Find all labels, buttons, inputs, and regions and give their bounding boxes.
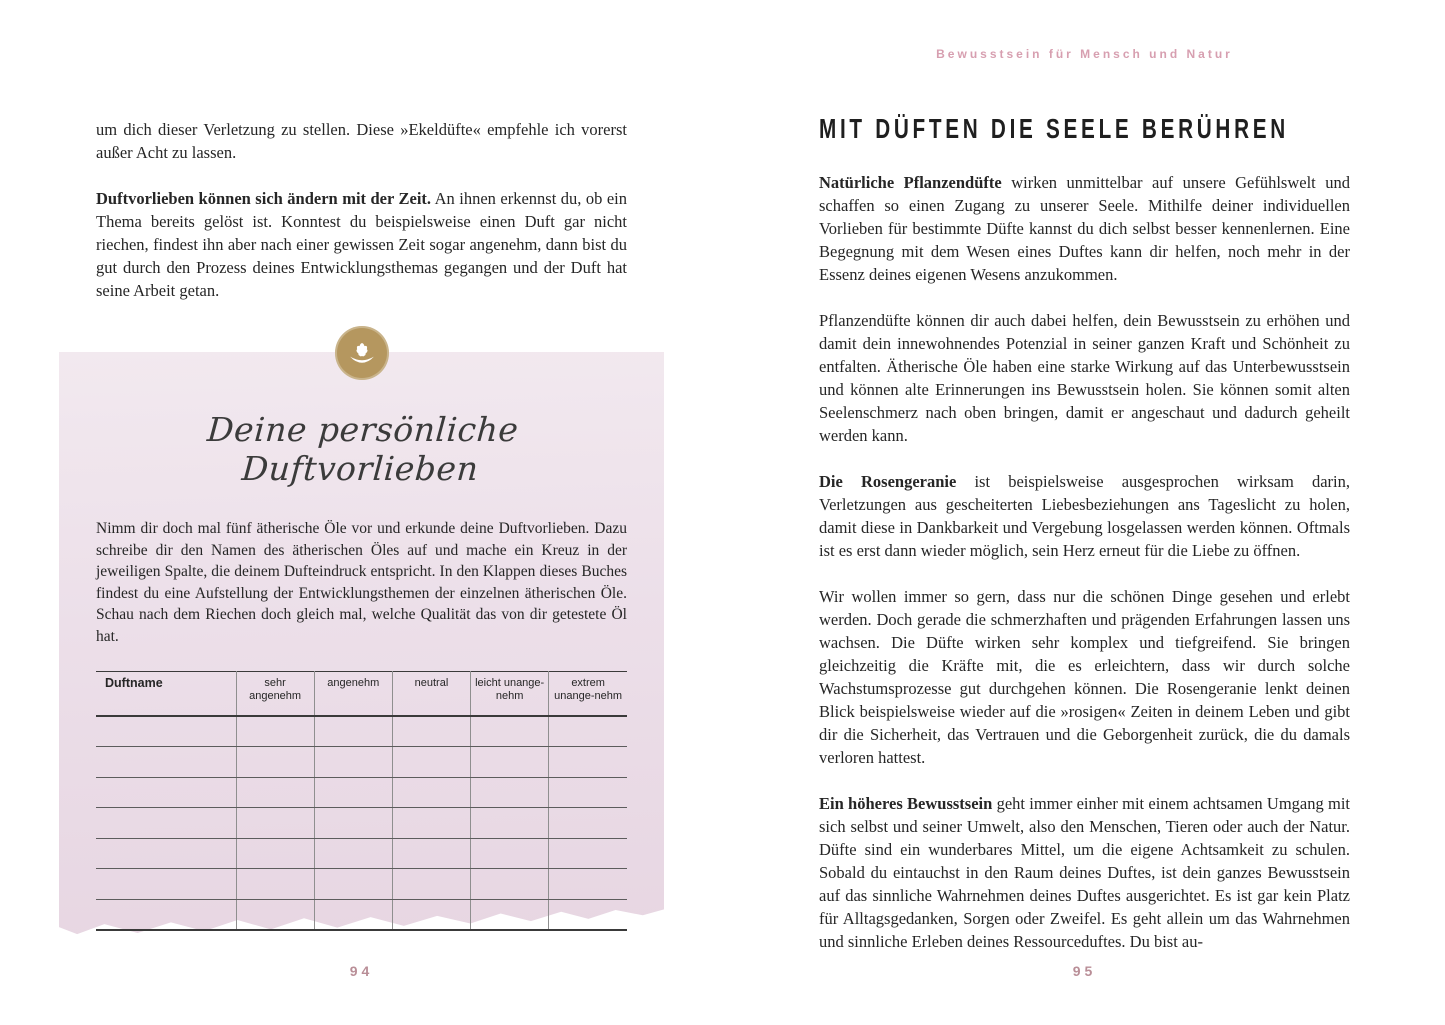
paragraph [819,171,1350,286]
right-page-body [819,171,1350,953]
table-cell-empty [314,838,392,869]
table-cell-empty [471,899,549,930]
table-row [96,716,627,747]
box-content [59,352,664,931]
table-cell-empty [314,777,392,808]
table-cell-empty [392,777,470,808]
table-row [96,869,627,900]
table-cell-empty [392,808,470,839]
table-cell-empty [549,869,627,900]
table-row [96,808,627,839]
table-cell-empty [471,869,549,900]
table-header-row [96,672,627,716]
table-cell-empty [236,869,314,900]
paragraph-lead-bold: Duftvorlieben können sich ändern mit der Zeit. [96,189,432,208]
scent-preferences-box [59,352,664,940]
table-cell-empty [471,747,549,778]
table-cell-empty [471,716,549,747]
table-cell-empty [549,747,627,778]
table-cell-empty [314,716,392,747]
column-header-duftname: Duftname [96,672,236,716]
paragraph [96,187,627,302]
table-cell-empty [96,808,236,839]
table-cell-empty [549,838,627,869]
box-intro-text: Nimm dir doch mal fünf ätherische Öle vor und erkunde deine Duftvorlieben. Dazu schreibe dir den Namen des ätherischen Öles auf und mache ein Kreuz in der jeweiligen Spalte, die deinem Dufteindruck entspricht. In den Klappen dieses Buches findest du eine Aufstellung der Entwicklungsthemen der einzelnen ätherischen Öle. Schau nach dem Riechen doch gleich mal, welche Qualität das von dir getestete Öl hat. [96,520,627,645]
chapter-title: MIT DÜFTEN DIE SEELE BERÜHREN [819,113,1289,144]
paragraph-lead-bold: Die Rosengeranie [819,472,957,491]
left-page-text-column [96,118,627,302]
table-cell-empty [392,899,470,930]
right-page-text-column [819,0,1350,953]
column-header-neutral: neutral [392,672,470,716]
box-title: Deine persönliche Duftvorlieben [205,410,520,488]
table-cell-empty [236,838,314,869]
table-cell-empty [392,869,470,900]
table-row [96,899,627,930]
table-cell-empty [314,808,392,839]
scent-table-body [96,716,627,931]
paragraph [819,470,1350,562]
column-header-leicht-unangenehm: leicht unange-nehm [471,672,549,716]
table-cell-empty [471,838,549,869]
paragraph: Wir wollen immer so gern, dass nur die schönen Dinge gesehen und erlebt werden. Doch gerade die schmerzhaften und prägenden Erfahrungen lassen uns wachsen. Die Düfte wirken sehr komplex und tiefgreifend. Sie bringen gleichzeitig die Kräfte mit, die es erleichtern, dass wir durch solche Wachstumsprozesse gut durchgehen können. Die Rosengeranie lenkt deinen Blick beispielsweise wieder auf die »rosigen« Zeiten in deinem Leben und gibt dir die Sicherheit, das Vertrauen und die Geborgenheit zurück, die du damals verloren hattest. [819,587,1350,767]
table-cell-empty [392,838,470,869]
page-number-left: 94 [349,963,374,979]
table-cell-empty [96,899,236,930]
table-cell-empty [96,747,236,778]
table-row [96,838,627,869]
paragraph-text: ist beispielsweise ausgesprochen wirksam darin, Verletzungen aus gescheiterten Liebesbeziehungen ans Tageslicht zu holen, damit diese in Dankbarkeit und Vergebung losgelassen werden können. Oftmals ist es erst dann wieder möglich, sein Herz erneut für die Liebe zu öffnen. [819,472,1350,560]
table-cell-empty [96,838,236,869]
column-header-extrem-unangenehm: extrem unange-nehm [549,672,627,716]
table-cell-empty [549,808,627,839]
paragraph-lead-bold: Natürliche Pflanzendüfte [819,173,1002,192]
table-cell-empty [392,747,470,778]
paragraph-text: An ihnen erkennst du, ob ein Thema bereits gelöst ist. Konntest du beispielsweise einen Duft gar nicht riechen, findest ihn aber nach einer gewissen Zeit sogar angenehm, dann bist du gut durch den Prozess deines Entwicklungsthemas gegangen und der Duft hat seine Arbeit getan. [96,189,628,300]
table-cell-empty [549,899,627,930]
table-cell-empty [549,716,627,747]
column-header-sehr-angenehm: sehr angenehm [236,672,314,716]
paragraph-text: geht immer einher mit einem achtsamen Umgang mit sich selbst und seiner Umwelt, also den Menschen, Tieren oder auch der Natur. Düfte sind ein wunderbares Mittel, um die eigene Achtsamkeit zu schulen. Sobald du eintauchst in den Raum deines Duftes, ist dein ganzes Bewusstsein auf das sinnliche Wahrnehmen deines Duftes ausgerichtet. Es ist gar kein Platz für Alltagsgedanken, Sorgen oder Zweifel. Es geht allein um das Wahrnehmen und sinnliche Erleben deines Ressourceduftes. Du bist au- [819,794,1351,951]
running-header: Bewusstsein für Mensch und Natur [936,47,1233,61]
paragraph: um dich dieser Verletzung zu stellen. Diese »Ekeldüfte« empfehle ich vorerst außer Acht zu lassen. [96,120,627,162]
paragraph-lead-bold: Ein höheres Bewusstsein [819,794,993,813]
table-cell-empty [236,899,314,930]
table-row [96,747,627,778]
table-cell-empty [314,899,392,930]
table-cell-empty [236,808,314,839]
paragraph [819,792,1350,953]
table-cell-empty [96,869,236,900]
scent-preferences-table [96,671,627,931]
table-cell-empty [236,747,314,778]
table-cell-empty [471,808,549,839]
table-cell-empty [392,716,470,747]
table-cell-empty [314,747,392,778]
table-cell-empty [236,777,314,808]
table-row [96,777,627,808]
table-cell-empty [549,777,627,808]
table-cell-empty [471,777,549,808]
table-cell-empty [314,869,392,900]
paragraph: Pflanzendüfte können dir auch dabei helfen, dein Bewusstsein zu erhöhen und damit dein innewohnendes Potenzial in seiner ganzen Kraft und Schönheit zu entfalten. Ätherische Öle haben eine starke Wirkung auf das Unterbewusstsein und können alte Erinnerungen ins Bewusstsein holen. Sie können somit alten Seelenschmerz nach oben bringen, damit er angeschaut und dadurch geheilt werden kann. [819,311,1350,445]
table-cell-empty [236,716,314,747]
table-cell-empty [96,777,236,808]
paragraph-text: wirken unmittelbar auf unsere Gefühlswelt und schaffen so einen Zugang zu unserer Seele. Mithilfe deiner individuellen Vorlieben für bestimmte Düfte kannst du dich selbst besser kennenlernen. Eine Begegnung mit dem Wesen eines Duftes kann dir helfen, noch mehr in der Essenz deines eigenen Wesens anzukommen. [819,173,1350,284]
page-number-right: 95 [1072,963,1097,979]
table-cell-empty [96,716,236,747]
column-header-angenehm: angenehm [314,672,392,716]
